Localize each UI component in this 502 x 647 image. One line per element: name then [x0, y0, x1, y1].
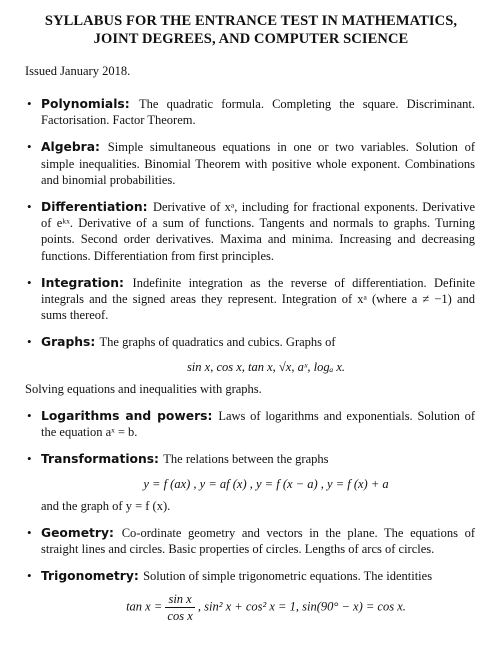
bullet-icon: • — [27, 525, 32, 541]
list-item-integration — [25, 275, 475, 324]
item-heading: Algebra: — [41, 140, 100, 155]
item-heading: Graphs: — [41, 335, 96, 350]
tan-numerator: sin x — [165, 591, 194, 608]
item-heading: Geometry: — [41, 526, 114, 541]
list-item-transformations — [25, 451, 475, 514]
item-after-text: Solving equations and inequalities with graphs. — [25, 381, 262, 396]
list-item-polynomials — [25, 96, 475, 128]
item-text: The relations between the graphs — [163, 452, 329, 467]
item-heading: Integration: — [41, 275, 124, 290]
list-item-trigonometry — [25, 568, 475, 624]
item-after-text: and the graph of y = f (x). — [41, 498, 171, 513]
bullet-icon: • — [27, 334, 32, 350]
item-text: Solution of simple trigonometric equations. The identities — [143, 569, 433, 584]
item-text: Co-ordinate geometry and vectors in the plane. The equations of straight lines and circles. Basic properties of circles. Lengths of arcs of circles. — [41, 526, 475, 557]
item-text: Laws of logarithms and exponentials. Solution of the equation aˣ = b. — [41, 409, 475, 440]
item-text: The graphs of quadratics and cubics. Graphs of — [99, 335, 336, 350]
trig-identities-formula — [41, 591, 475, 624]
bullet-icon: • — [27, 139, 32, 155]
issued-date: Issued January 2018. — [25, 64, 131, 78]
document-title — [0, 12, 502, 48]
trig-identities-rest: , sin² x + cos² x = 1, sin(90° − x) = cos x. — [197, 599, 406, 614]
tan-denominator: cos x — [167, 608, 193, 623]
bullet-icon: • — [27, 568, 32, 584]
item-text: Indefinite integration as the reverse of differentiation. Definite integrals and the signed areas they represent. Integration of xᵃ (where a ≠ −1) and sums thereof. — [41, 275, 475, 323]
list-item-logarithms — [25, 408, 475, 440]
item-heading: Logarithms and powers: — [41, 409, 213, 424]
bullet-icon: • — [27, 199, 32, 215]
display-formula: y = f (ax) , y = af (x) , y = f (x − a) , y = f (x) + a — [143, 476, 389, 491]
item-heading: Differentiation: — [41, 200, 148, 215]
item-text: Simple simultaneous equations in one or two variables. Solution of simple inequalities. Binomial Theorem with positive whole exponent. Combinations and binomial probabilities. — [41, 140, 475, 187]
tan-lhs: tan x = — [126, 599, 163, 614]
list-item-graphs — [25, 334, 475, 397]
title-line-1: SYLLABUS FOR THE ENTRANCE TEST IN MATHEMATICS, — [44, 13, 458, 29]
bullet-icon: • — [27, 274, 32, 290]
display-formula: sin x, cos x, tan x, √x, aˣ, logₐ x. — [186, 359, 346, 374]
tan-fraction — [165, 591, 194, 624]
title-line-2: JOINT DEGREES, AND COMPUTER SCIENCE — [93, 31, 409, 47]
list-item-algebra — [25, 139, 475, 188]
list-item-geometry — [25, 525, 475, 557]
item-heading: Transformations: — [41, 452, 159, 467]
bullet-icon: • — [27, 408, 32, 424]
item-heading: Polynomials: — [41, 97, 130, 111]
bullet-icon: • — [27, 451, 32, 467]
list-item-differentiation — [25, 199, 475, 264]
item-heading: Trigonometry: — [41, 569, 139, 584]
bullet-icon: • — [27, 96, 32, 111]
syllabus-list — [25, 96, 475, 635]
item-text: The quadratic formula. Completing the square. Discriminant. Factorisation. Factor Theorem. — [41, 97, 475, 128]
item-text: Derivative of xᵃ, including for fractional exponents. Derivative of eᵏˣ. Derivative of a sum of functions. Tangents and normals to graphs. Turning points. Second order derivatives. Maxima and minima. Increasing and decreasing functions. Differentiation from first principles. — [41, 200, 476, 263]
